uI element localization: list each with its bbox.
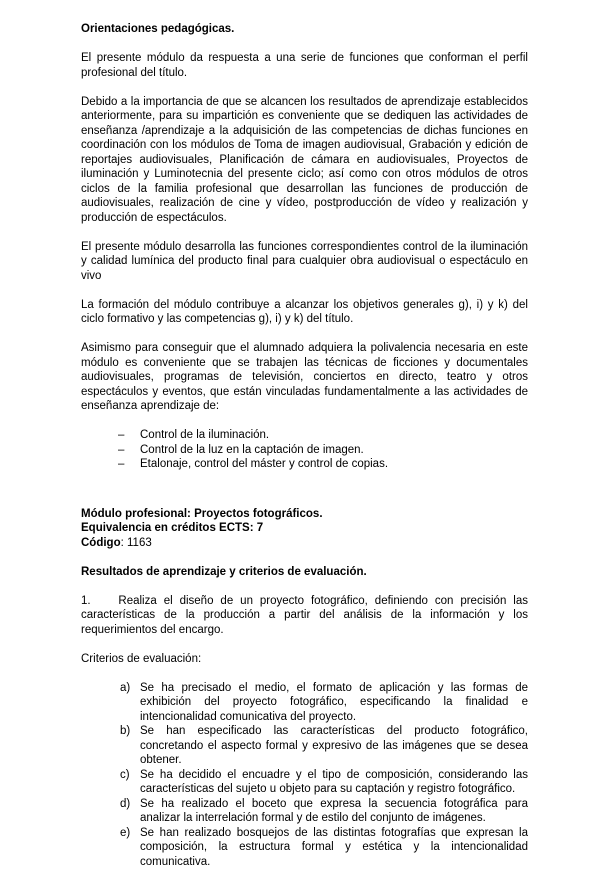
- bullet-text: Control de la iluminación.: [140, 429, 269, 441]
- document-page: [81, 22, 528, 869]
- dash-bullet-icon: –: [118, 443, 124, 458]
- list-item: [81, 428, 528, 443]
- criterio-text: Se ha decidido el encuadre y el tipo de composición, considerando las características del sujeto u objeto para su captación y registro fotográfico.: [140, 769, 528, 796]
- resultados-heading: Resultados de aprendizaje y criterios de evaluación.: [81, 565, 528, 580]
- module-code-value: : 1163: [121, 537, 152, 549]
- list-item: [81, 443, 528, 458]
- criterio-text: Se ha realizado el boceto que expresa la secuencia fotográfica para analizar la interrelación formal y de estilo del conjunto de imágenes.: [140, 798, 528, 825]
- list-item: [81, 457, 528, 472]
- criterio-letter: c): [120, 768, 130, 783]
- module-code-label: Código: [81, 537, 121, 549]
- spacer: [81, 550, 528, 565]
- bullet-text: Control de la luz en la captación de imagen.: [140, 444, 364, 456]
- list-item: [81, 724, 528, 768]
- module-code: [81, 536, 528, 551]
- criterios-label: Criterios de evaluación:: [81, 652, 528, 667]
- list-item: [81, 797, 528, 826]
- dash-bullet-icon: –: [118, 457, 124, 472]
- orientaciones-heading: Orientaciones pedagógicas.: [81, 22, 528, 37]
- list-item: [81, 768, 528, 797]
- orientaciones-paragraph-5: Asimismo para conseguir que el alumnado adquiera la polivalencia necesaria en este módulo es conveniente que se trabajen las técnicas de ficciones y documentales audiovisuales, programas de televisión, conciertos en directo, teatro y otros espectáculos y eventos, que están vinculadas fundamentalmente a las actividades de enseñanza aprendizaje de:: [81, 341, 528, 414]
- criterio-text: Se han especificado las características del producto fotográfico, concretando el aspecto formal y expresivo de las imágenes que se desea obtener.: [140, 725, 528, 766]
- criterio-letter: d): [120, 797, 130, 812]
- criterio-letter: b): [120, 724, 130, 739]
- criterio-letter: e): [120, 826, 130, 841]
- orientaciones-paragraph-3: El presente módulo desarrolla las funciones correspondientes control de la iluminación y calidad lumínica del producto final para cualquier obra audiovisual o espectáculo en vivo: [81, 240, 528, 284]
- criterios-list: [81, 681, 528, 869]
- criterio-text: Se ha precisado el medio, el formato de aplicación y las formas de exhibición del proyecto fotográfico, especificando la finalidad e intencionalidad comunicativa del proyecto.: [140, 682, 528, 723]
- orientaciones-paragraph-4: La formación del módulo contribuye a alcanzar los objetivos generales g), i) y k) del ciclo formativo y las competencias g), i) y k) del título.: [81, 298, 528, 327]
- list-item: [81, 826, 528, 869]
- bullet-text: Etalonaje, control del máster y control de copias.: [140, 458, 388, 470]
- list-item: [81, 681, 528, 725]
- resultado-aprendizaje-1: 1. Realiza el diseño de un proyecto fotográfico, definiendo con precisión las características de la producción a partir del análisis de la información y los requerimientos del encargo.: [81, 594, 528, 638]
- dash-bullet-icon: –: [118, 428, 124, 443]
- criterio-text: Se han realizado bosquejos de las distintas fotografías que expresan la composición, la estructura formal y estética y la intencionalidad comunicativa.: [140, 827, 528, 868]
- orientaciones-paragraph-2: Debido a la importancia de que se alcancen los resultados de aprendizaje establecidos anteriormente, para su impartición es conveniente que se dediquen las actividades de enseñanza /aprendizaje a la adquisición de las competencias de dichas funciones en coordinación con los módulos de Toma de imagen audiovisual, Grabación y edición de reportajes audiovisuales, Planificación de cámara en audiovisuales, Proyectos de iluminación y Luminotecnia del presente ciclo; así como con otros módulos de otros ciclos de la familia profesional que desarrollan las funciones de producción de audiovisuales, realización de cine y vídeo, postproducción de vídeo y realización y producción de espectáculos.: [81, 95, 528, 226]
- activities-bullet-list: [81, 428, 528, 472]
- module-title: Módulo profesional: Proyectos fotográficos.: [81, 507, 528, 522]
- module-ects: Equivalencia en créditos ECTS: 7: [81, 521, 528, 536]
- orientaciones-paragraph-1: El presente módulo da respuesta a una serie de funciones que conforman el perfil profesional del título.: [81, 51, 528, 80]
- criterio-letter: a): [120, 681, 130, 696]
